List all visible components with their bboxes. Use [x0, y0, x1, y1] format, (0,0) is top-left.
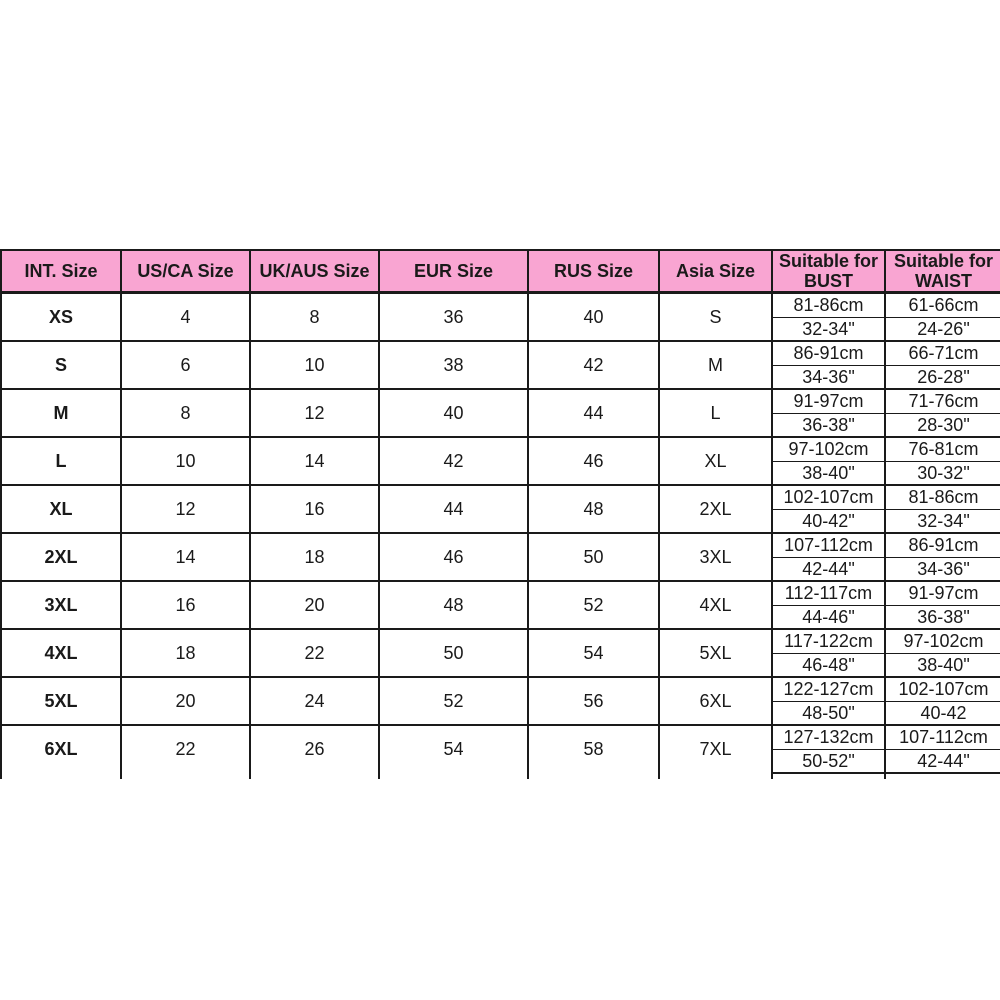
cell-waist-inch: 42-44" [885, 750, 1000, 774]
cell-int-size: 6XL [1, 725, 121, 773]
cell-rus: 58 [528, 725, 659, 773]
cell-asia: 4XL [659, 581, 772, 629]
cell-waist-cm: 76-81cm [885, 437, 1000, 462]
cell-bust-cm: 112-117cm [772, 581, 885, 606]
col-header-rus-size: RUS Size [528, 250, 659, 293]
cell-asia: 5XL [659, 629, 772, 677]
cell-rus: 44 [528, 389, 659, 437]
cell-us-ca: 4 [121, 293, 250, 342]
cell-rus: 54 [528, 629, 659, 677]
cell-bust-inch: 36-38" [772, 414, 885, 438]
cell-int-size: XS [1, 293, 121, 342]
cell-uk-aus: 24 [250, 677, 379, 725]
cell-rus: 40 [528, 293, 659, 342]
tail-cell [250, 773, 379, 779]
cell-uk-aus: 26 [250, 725, 379, 773]
col-header-asia-size: Asia Size [659, 250, 772, 293]
table-row [1, 677, 1000, 702]
cell-eur: 36 [379, 293, 528, 342]
cell-bust-inch: 50-52" [772, 750, 885, 774]
cell-asia: 3XL [659, 533, 772, 581]
cell-us-ca: 10 [121, 437, 250, 485]
cell-eur: 46 [379, 533, 528, 581]
cell-asia: 2XL [659, 485, 772, 533]
cell-rus: 52 [528, 581, 659, 629]
cell-uk-aus: 10 [250, 341, 379, 389]
cell-bust-inch: 44-46" [772, 606, 885, 630]
cell-us-ca: 8 [121, 389, 250, 437]
cell-int-size: L [1, 437, 121, 485]
tail-cell [885, 773, 1000, 779]
cell-int-size: XL [1, 485, 121, 533]
cell-eur: 38 [379, 341, 528, 389]
cell-rus: 42 [528, 341, 659, 389]
table-row [1, 389, 1000, 414]
col-header-int-size: INT. Size [1, 250, 121, 293]
cell-int-size: 5XL [1, 677, 121, 725]
cell-bust-cm: 81-86cm [772, 293, 885, 318]
cell-int-size: 2XL [1, 533, 121, 581]
col-header-eur-size: EUR Size [379, 250, 528, 293]
tail-cell [659, 773, 772, 779]
cell-bust-inch: 40-42" [772, 510, 885, 534]
table-row [1, 485, 1000, 510]
cell-us-ca: 14 [121, 533, 250, 581]
cell-bust-cm: 91-97cm [772, 389, 885, 414]
cell-waist-cm: 66-71cm [885, 341, 1000, 366]
cell-rus: 48 [528, 485, 659, 533]
cell-bust-inch: 46-48" [772, 654, 885, 678]
col-header-suitable-bust: Suitable for BUST [772, 250, 885, 293]
cell-eur: 54 [379, 725, 528, 773]
cell-eur: 40 [379, 389, 528, 437]
cell-bust-cm: 127-132cm [772, 725, 885, 750]
table-row [1, 293, 1000, 318]
cell-eur: 52 [379, 677, 528, 725]
tail-cell [1, 773, 121, 779]
cell-eur: 44 [379, 485, 528, 533]
cell-uk-aus: 12 [250, 389, 379, 437]
col-header-suitable-waist: Suitable for WAIST [885, 250, 1000, 293]
cell-rus: 50 [528, 533, 659, 581]
table-tail-row [1, 773, 1000, 779]
cell-eur: 48 [379, 581, 528, 629]
tail-cell [121, 773, 250, 779]
cell-us-ca: 12 [121, 485, 250, 533]
cell-waist-cm: 97-102cm [885, 629, 1000, 654]
cell-waist-cm: 81-86cm [885, 485, 1000, 510]
cell-uk-aus: 16 [250, 485, 379, 533]
table-row [1, 725, 1000, 750]
cell-us-ca: 18 [121, 629, 250, 677]
table-row [1, 341, 1000, 366]
cell-asia: L [659, 389, 772, 437]
header-row [1, 250, 1000, 293]
cell-waist-cm: 102-107cm [885, 677, 1000, 702]
cell-uk-aus: 8 [250, 293, 379, 342]
cell-waist-inch: 28-30" [885, 414, 1000, 438]
size-chart-table [0, 249, 1000, 779]
cell-bust-cm: 107-112cm [772, 533, 885, 558]
cell-uk-aus: 22 [250, 629, 379, 677]
cell-bust-cm: 117-122cm [772, 629, 885, 654]
cell-uk-aus: 20 [250, 581, 379, 629]
table-row [1, 533, 1000, 558]
cell-bust-cm: 122-127cm [772, 677, 885, 702]
cell-asia: S [659, 293, 772, 342]
cell-int-size: M [1, 389, 121, 437]
cell-bust-cm: 86-91cm [772, 341, 885, 366]
cell-asia: 6XL [659, 677, 772, 725]
cell-rus: 46 [528, 437, 659, 485]
col-header-us-ca-size: US/CA Size [121, 250, 250, 293]
cell-bust-cm: 97-102cm [772, 437, 885, 462]
tail-cell [528, 773, 659, 779]
tail-cell [772, 773, 885, 779]
cell-waist-inch: 36-38" [885, 606, 1000, 630]
cell-rus: 56 [528, 677, 659, 725]
col-header-uk-aus-size: UK/AUS Size [250, 250, 379, 293]
cell-bust-inch: 34-36" [772, 366, 885, 390]
cell-asia: 7XL [659, 725, 772, 773]
cell-waist-inch: 34-36" [885, 558, 1000, 582]
table-row [1, 629, 1000, 654]
cell-waist-inch: 24-26" [885, 318, 1000, 342]
tail-cell [379, 773, 528, 779]
cell-asia: M [659, 341, 772, 389]
cell-int-size: S [1, 341, 121, 389]
cell-waist-cm: 71-76cm [885, 389, 1000, 414]
cell-bust-inch: 42-44" [772, 558, 885, 582]
cell-waist-cm: 107-112cm [885, 725, 1000, 750]
table-row [1, 437, 1000, 462]
cell-bust-cm: 102-107cm [772, 485, 885, 510]
cell-bust-inch: 38-40" [772, 462, 885, 486]
table-row [1, 581, 1000, 606]
cell-asia: XL [659, 437, 772, 485]
cell-int-size: 4XL [1, 629, 121, 677]
cell-bust-inch: 32-34" [772, 318, 885, 342]
cell-uk-aus: 18 [250, 533, 379, 581]
cell-us-ca: 16 [121, 581, 250, 629]
cell-waist-cm: 61-66cm [885, 293, 1000, 318]
cell-waist-inch: 26-28" [885, 366, 1000, 390]
cell-waist-inch: 30-32" [885, 462, 1000, 486]
cell-waist-inch: 40-42 [885, 702, 1000, 726]
cell-waist-cm: 91-97cm [885, 581, 1000, 606]
cell-waist-cm: 86-91cm [885, 533, 1000, 558]
cell-us-ca: 22 [121, 725, 250, 773]
cell-us-ca: 6 [121, 341, 250, 389]
cell-waist-inch: 38-40" [885, 654, 1000, 678]
cell-us-ca: 20 [121, 677, 250, 725]
cell-int-size: 3XL [1, 581, 121, 629]
cell-eur: 50 [379, 629, 528, 677]
cell-uk-aus: 14 [250, 437, 379, 485]
cell-eur: 42 [379, 437, 528, 485]
cell-waist-inch: 32-34" [885, 510, 1000, 534]
cell-bust-inch: 48-50" [772, 702, 885, 726]
